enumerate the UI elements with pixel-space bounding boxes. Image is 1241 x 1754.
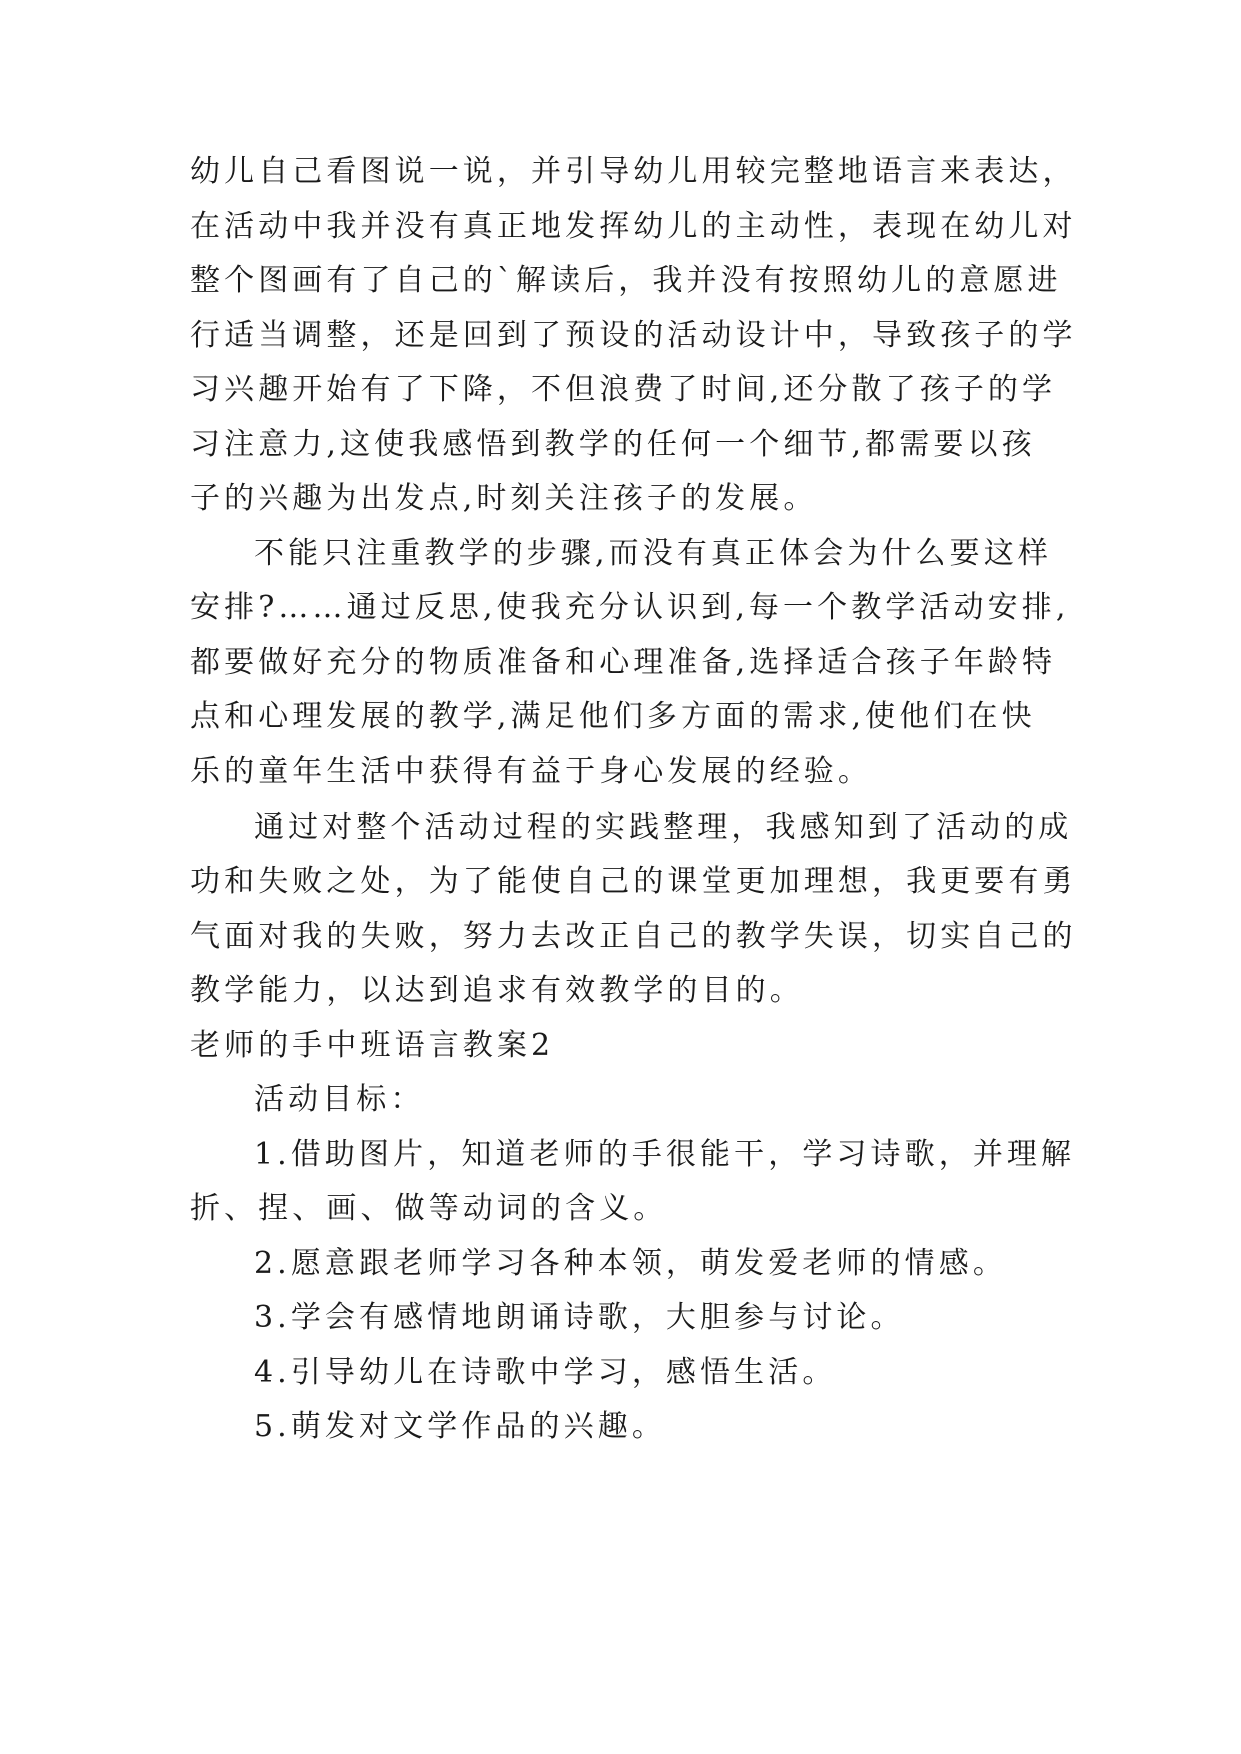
goal-1-line-1: 1.借助图片，知道老师的手很能干，学习诗歌，并理解 bbox=[254, 1137, 1076, 1172]
paragraph-2-line-5: 乐的童年生活中获得有益于身心发展的经验。 bbox=[190, 754, 872, 789]
paragraph-1-line-6: 习注意力,这使我感悟到教学的任何一个细节,都需要以孩 bbox=[190, 427, 1036, 462]
paragraph-2-line-1: 不能只注重教学的步骤,而没有真正体会为什么要这样 bbox=[254, 536, 1052, 571]
paragraph-1-line-2: 在活动中我并没有真正地发挥幼儿的主动性，表现在幼儿对 bbox=[190, 209, 1077, 244]
goal-3: 3.学会有感情地朗诵诗歌，大胆参与讨论。 bbox=[254, 1300, 905, 1335]
goal-2: 2.愿意跟老师学习各种本领，萌发爱老师的情感。 bbox=[254, 1246, 1007, 1281]
paragraph-1-line-3: 整个图画有了自己的`解读后，我并没有按照幼儿的意愿进 bbox=[190, 263, 1062, 298]
paragraph-2-line-4: 点和心理发展的教学,满足他们多方面的需求,使他们在快 bbox=[190, 699, 1036, 734]
goal-5: 5.萌发对文学作品的兴趣。 bbox=[254, 1409, 666, 1444]
section-title: 老师的手中班语言教案2 bbox=[190, 1028, 555, 1063]
paragraph-3-line-2: 功和失败之处，为了能使自己的课堂更加理想，我更要有勇 bbox=[190, 864, 1077, 899]
paragraph-3-line-4: 教学能力，以达到追求有效教学的目的。 bbox=[190, 973, 804, 1008]
paragraph-2-line-3: 都要做好充分的物质准备和心理准备,选择适合孩子年龄特 bbox=[190, 645, 1057, 680]
paragraph-1-line-5: 习兴趣开始有了下降，不但浪费了时间,还分散了孩子的学 bbox=[190, 372, 1057, 407]
goal-4: 4.引导幼儿在诗歌中学习，感悟生活。 bbox=[254, 1355, 837, 1390]
paragraph-1-line-7: 子的兴趣为出发点,时刻关注孩子的发展。 bbox=[190, 481, 818, 516]
goals-heading: 活动目标： bbox=[254, 1082, 425, 1117]
paragraph-1-line-4: 行适当调整，还是回到了预设的活动设计中，导致孩子的学 bbox=[190, 318, 1077, 353]
paragraph-3-line-3: 气面对我的失败，努力去改正自己的教学失误，切实自己的 bbox=[190, 919, 1077, 954]
paragraph-2-line-2: 安排?……通过反思,使我充分认识到,每一个教学活动安排, bbox=[190, 590, 1070, 625]
goal-1-line-2: 折、捏、画、做等动词的含义。 bbox=[190, 1191, 668, 1226]
paragraph-1-line-1: 幼儿自己看图说一说，并引导幼儿用较完整地语言来表达， bbox=[190, 154, 1077, 189]
paragraph-3-line-1: 通过对整个活动过程的实践整理，我感知到了活动的成 bbox=[254, 810, 1073, 845]
